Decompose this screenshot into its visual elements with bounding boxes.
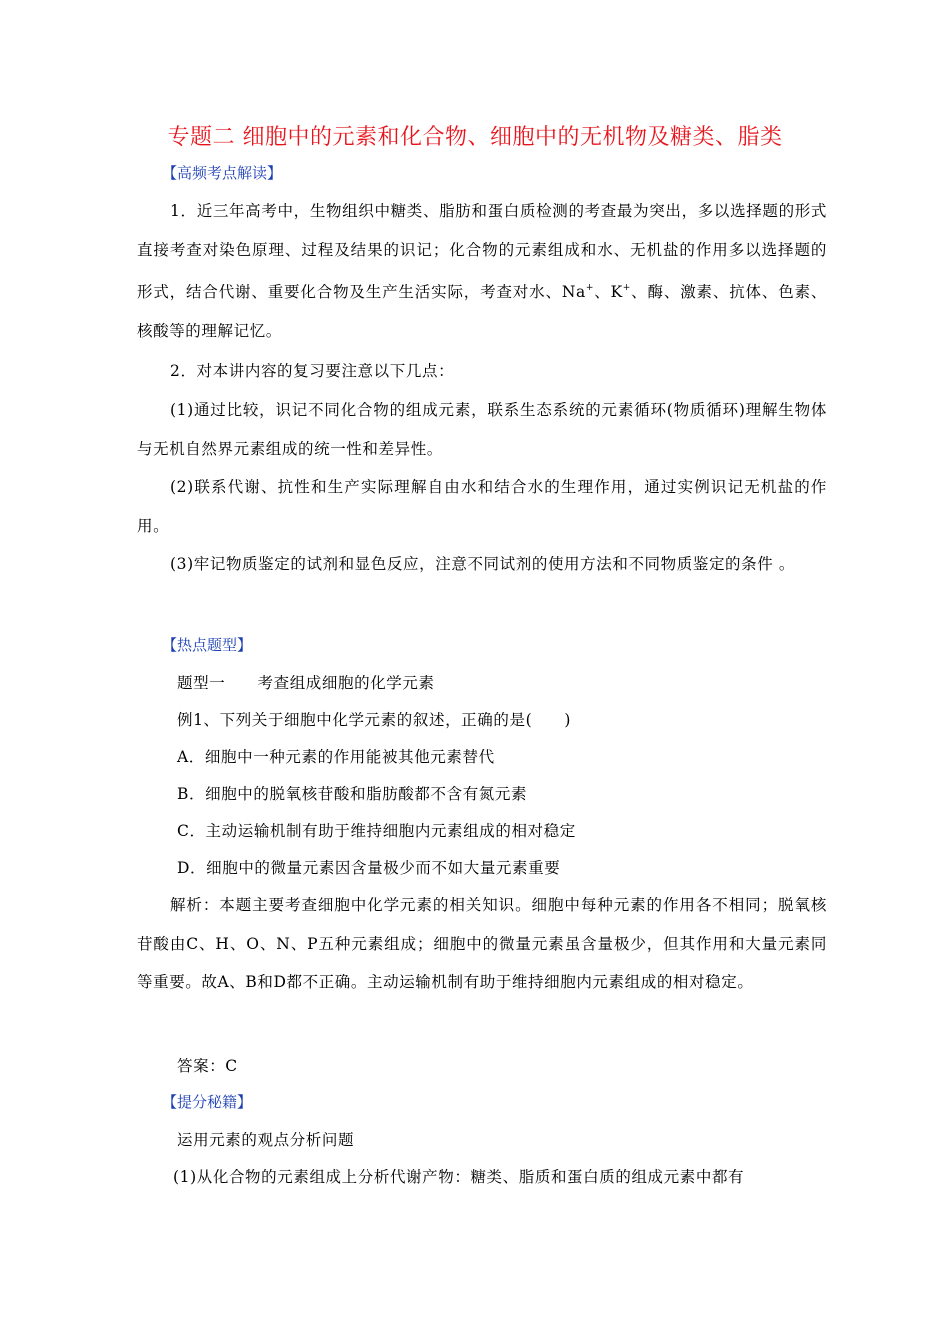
option-a: A．细胞中一种元素的作用能被其他元素替代 xyxy=(177,748,495,766)
section-heading-hot-topics: 【热点题型】 xyxy=(162,636,253,654)
paragraph-5: (3)牢记物质鉴定的试剂和显色反应，注意不同试剂的使用方法和不同物质鉴定的条件 。 xyxy=(170,555,795,573)
tip-heading: 运用元素的观点分析问题 xyxy=(177,1131,355,1149)
question-type-1: 题型一 考查组成细胞的化学元素 xyxy=(177,674,435,692)
potassium-charge: + xyxy=(622,283,631,293)
tip-item-1: (1)从化合物的元素组成上分析代谢产物：糖类、脂质和蛋白质的组成元素中都有 xyxy=(173,1168,745,1186)
paragraph-1 xyxy=(137,192,827,350)
sodium-ion: Na xyxy=(561,283,586,301)
separator: 、 xyxy=(594,283,611,301)
option-c: C．主动运输机制有助于维持细胞内元素组成的相对稳定 xyxy=(177,822,576,840)
section-heading-exam-analysis: 【高频考点解读】 xyxy=(162,164,283,182)
paragraph-2: 2．对本讲内容的复习要注意以下几点： xyxy=(170,362,455,380)
paragraph-4: (2)联系代谢、抗性和生产实际理解自由水和结合水的生理作用，通过实例识记无机盐的作用。 xyxy=(137,478,827,535)
sodium-charge: + xyxy=(585,283,594,293)
potassium-ion: K xyxy=(610,283,623,301)
document-title: 专题二 细胞中的元素和化合物、细胞中的无机物及糖类、脂类 xyxy=(167,125,783,150)
analysis-paragraph: 解析：本题主要考查细胞中化学元素的相关知识。细胞中每种元素的作用各不相同；脱氧核苷酸由C、H、O、N、P五种元素组成；细胞中的微量元素虽含量极少，但其作用和大量元素同等重要。故A、B和D都不正确。主动运输机制有助于维持细胞内元素组成的相对稳定。 xyxy=(137,896,827,991)
option-d: D．细胞中的微量元素因含量极少而不如大量元素重要 xyxy=(177,859,561,877)
paragraph-1-end: 、酶、激素、抗体、色素、核酸等的理解记忆。 xyxy=(137,283,828,340)
answer: 答案：C xyxy=(177,1057,238,1075)
paragraph-1-text: 1．近三年高考中，生物组织中糖类、脂肪和蛋白质检测的考查最为突出，多以选择题的形式直接考查对染色原理、过程及结果的识记；化合物的元素组成和水、无机盐的作用多以选择题的形式，结合代谢、重要化合物及生产生活实际，考查对水、 xyxy=(137,202,827,301)
example-1-question: 例1、下列关于细胞中化学元素的叙述，正确的是( ) xyxy=(177,711,572,729)
option-b: B．细胞中的脱氧核苷酸和脂肪酸都不含有氮元素 xyxy=(177,785,528,803)
section-heading-score-tips: 【提分秘籍】 xyxy=(162,1093,253,1111)
paragraph-3: (1)通过比较，识记不同化合物的组成元素，联系生态系统的元素循环(物质循环)理解生物体与无机自然界元素组成的统一性和差异性。 xyxy=(137,401,827,458)
